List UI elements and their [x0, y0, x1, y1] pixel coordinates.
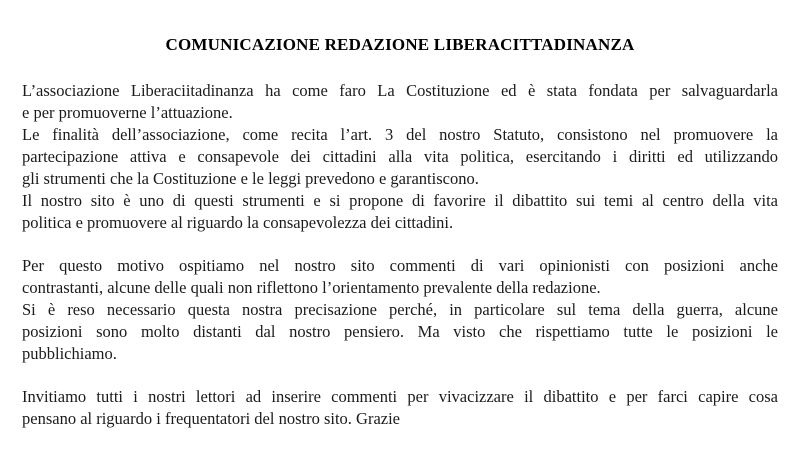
- document-title: COMUNICAZIONE REDAZIONE LIBERACITTADINANZA: [165, 35, 635, 54]
- paragraph-opinions-disclaimer: [22, 255, 778, 299]
- paragraph-association-purpose: [22, 80, 778, 124]
- text-line: Si è reso necessario questa nostra precisazione perché, in particolare sul tema della guerra, alcune: [22, 300, 778, 319]
- text-line: e per promuoverne l’attuazione.: [22, 103, 233, 122]
- text-line: pensano al riguardo i frequentatori del nostro sito. Grazie: [22, 409, 401, 428]
- paragraph-block-editorial-position: [22, 255, 778, 365]
- paragraph-site-purpose: [22, 190, 778, 234]
- text-line: Invitiamo tutti i nostri lettori ad inserire commenti per vivacizzare il dibattito e per farci capire cosa: [22, 387, 778, 406]
- paragraph-block-intro: [22, 80, 778, 234]
- text-line: posizioni sono molto distanti dal nostro pensiero. Ma visto che rispettiamo tutte le posizioni le: [22, 322, 778, 341]
- text-line: gli strumenti che la Costituzione e le leggi prevedono e garantiscono.: [22, 169, 479, 188]
- text-line: partecipazione attiva e consapevole dei cittadini alla vita politica, esercitando i diritti ed utilizzando: [22, 147, 778, 166]
- text-line: politica e promuovere al riguardo la consapevolezza dei cittadini.: [22, 213, 454, 232]
- paragraph-statute-goals: [22, 124, 778, 190]
- text-line: Le finalità dell’associazione, come recita l’art. 3 del nostro Statuto, consistono nel promuovere la: [22, 125, 778, 144]
- text-line: Il nostro sito è uno di questi strumenti e si propone di favorire il dibattito sui temi al centro della vita: [22, 191, 778, 210]
- text-line: L’associazione Liberaciitadinanza ha come faro La Costituzione ed è stata fondata per salvaguardarla: [22, 81, 778, 100]
- text-line: contrastanti, alcune delle quali non riflettono l’orientamento prevalente della redazione.: [22, 278, 601, 297]
- paragraph-reader-invitation: [22, 386, 778, 430]
- text-line: pubblichiamo.: [22, 344, 117, 363]
- paragraph-block-invitation: [22, 386, 778, 430]
- paragraph-war-clarification: [22, 299, 778, 365]
- text-line: Per questo motivo ospitiamo nel nostro sito commenti di vari opinionisti con posizioni anche: [22, 256, 778, 275]
